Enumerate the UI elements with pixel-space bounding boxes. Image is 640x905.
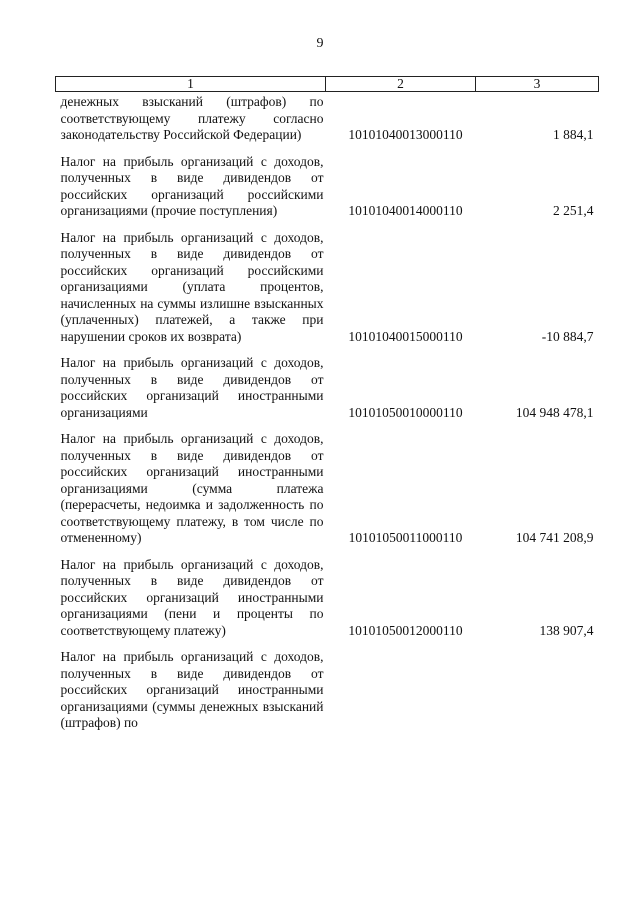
row-spacer	[56, 345, 599, 355]
row-description: Налог на прибыль организаций с доходов, полученных в виде дивидендов от российских организаций иностранными организациями (суммы денежных взысканий (штрафов) по	[60, 649, 324, 730]
table-row	[56, 92, 599, 144]
table-row	[56, 557, 599, 640]
table-row	[56, 431, 599, 547]
row-code: 10101050011000110	[348, 530, 463, 545]
row-description: денежных взысканий (штрафов) по соответствующему платежу согласно законодательству Российской Федерации)	[60, 94, 324, 142]
row-description: Налог на прибыль организаций с доходов, полученных в виде дивидендов от российских организаций российскими организациями (уплата процентов, начисленных на суммы излишне взысканных (уплаченных) платежей, а также при нарушении сроков их возврата)	[60, 229, 324, 344]
revenue-table	[55, 76, 599, 732]
table-header-row	[56, 77, 599, 92]
row-code: 10101050010000110	[348, 404, 463, 420]
page-number: 9	[316, 36, 324, 51]
row-code: 10101050012000110	[348, 622, 463, 638]
table-row	[56, 649, 599, 732]
row-code: 10101040015000110	[348, 328, 463, 344]
row-description: Налог на прибыль организаций с доходов, полученных в виде дивидендов от российских организаций иностранными организациями (сумма платежа (перерасчеты, недоимка и задолженность по соответствующему платежу, в том числе по отмененному)	[60, 431, 324, 545]
table-row	[56, 154, 599, 220]
row-amount: 104 948 478,1	[515, 404, 594, 420]
column-header-1: 1	[56, 77, 326, 92]
table-row	[56, 355, 599, 421]
row-spacer	[56, 639, 599, 649]
row-spacer	[56, 220, 599, 230]
row-code: 10101040014000110	[348, 203, 463, 218]
row-spacer	[56, 421, 599, 431]
row-spacer	[56, 144, 599, 154]
row-code	[326, 649, 476, 732]
row-description: Налог на прибыль организаций с доходов, полученных в виде дивидендов от российских организаций иностранными организациями	[60, 355, 324, 420]
column-header-2: 2	[326, 77, 476, 92]
row-code: 10101040013000110	[348, 127, 463, 142]
row-amount: 1 884,1	[553, 127, 594, 142]
row-amount: 2 251,4	[553, 203, 594, 218]
column-header-3: 3	[476, 77, 599, 92]
table-row	[56, 230, 599, 346]
row-amount	[476, 649, 599, 732]
row-amount: 138 907,4	[539, 622, 594, 638]
row-description: Налог на прибыль организаций с доходов, полученных в виде дивидендов от российских организаций иностранными организациями (пени и проценты по соответствующему платежу)	[60, 556, 324, 638]
row-description: Налог на прибыль организаций с доходов, полученных в виде дивидендов от российских организаций российскими организациями (прочие поступления)	[60, 153, 324, 218]
row-amount: 104 741 208,9	[515, 530, 594, 545]
row-spacer	[56, 547, 599, 557]
row-amount: -10 884,7	[541, 328, 594, 344]
